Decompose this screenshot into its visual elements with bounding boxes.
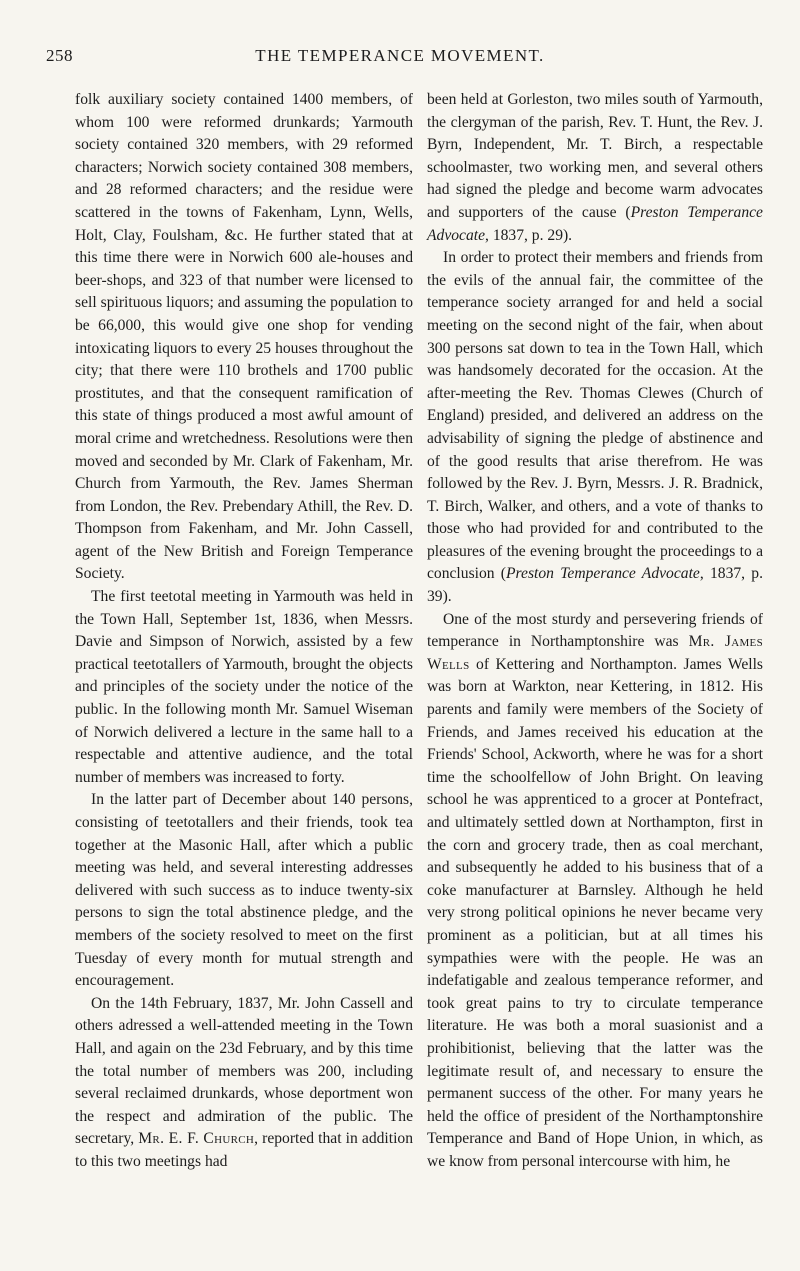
paragraph: folk auxiliary society contained 1400 members, of whom 100 were reformed drunkards; Yarmouth society contained 320 members, with 29 reformed characters; Norwich society contained 308 members, and 28 reformed characters; and the residue were scattered in the towns of Fakenham, Lynn, Wells, Holt, Clay, Foulsham, &c. He further stated that at this time there were in Norwich 600 ale-houses and beer-shops, and 323 of that number were licensed to sell spirituous liquors; and assuming the population to be 66,000, this would give one shop for vending intoxicating liquors to every 25 houses throughout the city; that there were 110 brothels and 1700 public prostitutes, and that the consequent ramification of this state of things produced a most awful amount of moral crime and wretchedness. Resolutions were then moved and seconded by Mr. Clark of Fakenham, Mr. Church from Yarmouth, the Rev. James Sherman from London, the Rev. Prebendary Athill, the Rev. D. Thompson from Fakenham, and Mr. John Cassell, agent of the New British and Foreign Temperance Society. — [75, 91, 413, 583]
text-run: been held at Gorleston, two miles south of Yarmouth, the clergyman of the parish, Rev. T. Hunt, the Rev. J. Byrn, Independent, Mr. T. Birch, a respectable schoolmaster, two working men, and several others had signed the pledge and become warm advocates and supporters of the cause ( — [427, 91, 763, 221]
text-run: , 1837, p. 39). — [427, 565, 764, 606]
running-title: THE TEMPERANCE MOVEMENT. — [255, 46, 545, 65]
paragraph: In the latter part of December about 140 persons, consisting of teetotallers and their friends, took tea together at the Masonic Hall, after which a public meeting was held, and several interesting addresses delivered with such success as to induce twenty-six persons to sign the total abstinence pledge, and the members of the society resolved to meet on the first Tuesday of every month for mutual strength and encouragement. — [75, 791, 413, 990]
text-run: , reported that in addition to this two meetings had — [75, 1130, 413, 1170]
page-number: 258 — [46, 46, 73, 65]
right-column — [427, 89, 763, 1174]
text-run: One of the most sturdy and persevering friends of temperance in Northamptonshire was — [427, 610, 763, 651]
text-run: of Kettering and Northampton. James Wells was born at Warkton, near Kettering, in 1812. His parents and family were members of the Society of Friends, and James received his education at the Friends' School, Ackworth, where he was for a short time the schoolfellow of John Bright. On leaving school he was apprenticed to a grocer at Pontefract, and ultimately settled down at Northampton, first in the corn and grocery trade, then as coal merchant, and subsequently he added to his business that of a coke manufacturer at Barnsley. Although he held very strong political opinions he never became very prominent as a politician, but at all times his sympathies were with the people. He was an indefatigable and zealous temperance reformer, and took great pains to try to circulate temperance literature. He was both a moral suasionist and a prohibitionist, believing that the latter was the legitimate result of, and necessary to ensure the permanent success of the other. For many years he held the office of president of the Northamptonshire Temperance and Band of Hope Union, in which, as we know from personal intercourse with him, he — [427, 655, 763, 1170]
left-column — [75, 89, 413, 1174]
citation-title: Preston Temperance Advocate — [506, 565, 700, 583]
person-name: Mr. James Wells — [427, 633, 763, 673]
page-header — [0, 46, 800, 72]
text-run: In order to protect their members and friends from the evils of the annual fair, the committee of the temperance society arranged for and held a social meeting on the second night of the fair, when about 300 persons sat down to tea in the Town Hall, which was handsomely decorated for the occasion. At the after-meeting the Rev. Thomas Clewes (Church of England) presided, and delivered an address on the advisability of signing the pledge of abstinence and of the good results that arise therefrom. He was followed by the Rev. J. Byrn, Messrs. J. R. Bradnick, T. Birch, Walker, and others, and a vote of thanks to those who had provided for and contributed to the pleasures of the evening brought the proceedings to a conclusion ( — [427, 249, 763, 583]
citation-title: Preston Temperance Advocate — [427, 203, 763, 244]
paragraph — [75, 993, 413, 1174]
text-run: , 1837, p. 29). — [485, 226, 573, 244]
text-run: On the 14th February, 1837, Mr. John Cassell and others adressed a well-attended meeting in the Town Hall, and again on the 23d February, and by this time the total number of members was 200, including several reclaimed drunkards, whose deportment won the respect and admiration of the public. The secretary, — [75, 994, 413, 1148]
paragraph — [427, 89, 763, 247]
person-name: Mr. E. F. Church — [138, 1130, 255, 1148]
paragraph: The first teetotal meeting in Yarmouth was held in the Town Hall, September 1st, 1836, when Messrs. Davie and Simpson of Norwich, assisted by a few practical teetotallers of Yarmouth, brought the objects and principles of the society under the notice of the public. In the following month Mr. Samuel Wiseman of Norwich delivered a lecture in the same hall to a respectable and attentive audience, and the total number of members was increased to forty. — [75, 588, 413, 786]
paragraph — [427, 247, 763, 609]
paragraph — [427, 609, 763, 1174]
